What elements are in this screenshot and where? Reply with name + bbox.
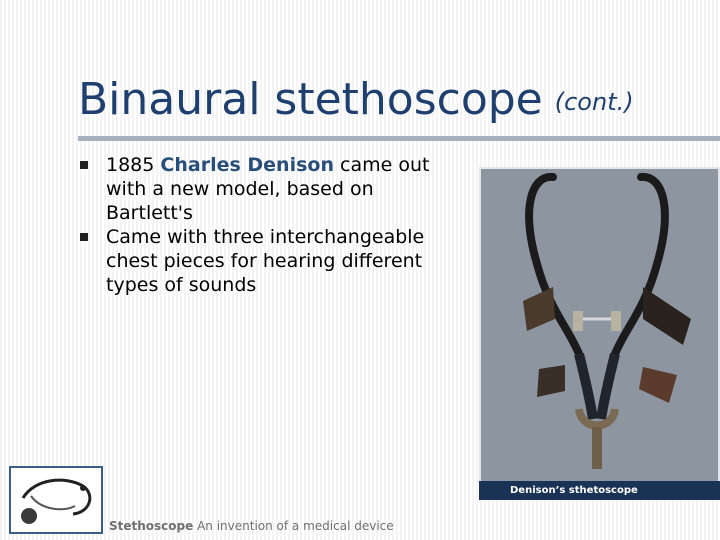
stethoscope-photo: [479, 167, 720, 500]
slide-title: [78, 74, 634, 125]
square-bullet-icon: [80, 161, 88, 169]
bullet-text-rest: came out with a new model, based on Bartlett's: [106, 154, 430, 224]
stethoscope-illustration: [481, 169, 718, 481]
photo-caption: Denison’s sthetoscope: [479, 481, 720, 500]
bullet-item: [80, 225, 440, 297]
bullet-text: Came with three interchangeable chest pieces for hearing different types of sounds: [106, 226, 425, 296]
title-underline: [78, 136, 720, 141]
bullet-list: [80, 153, 440, 297]
stethoscope-logo-icon: [9, 466, 103, 534]
bullet-item: [80, 153, 440, 225]
title-text: Binaural stethoscope: [78, 74, 543, 125]
square-bullet-icon: [80, 233, 88, 241]
footer-subtitle: An invention of a medical device: [193, 519, 394, 533]
title-suffix: (cont.): [554, 88, 634, 116]
footer-text: [109, 519, 394, 533]
footer-title: Stethoscope: [109, 519, 194, 533]
bullet-text: 1885: [106, 154, 161, 176]
bullet-highlight: Charles Denison: [160, 154, 334, 176]
